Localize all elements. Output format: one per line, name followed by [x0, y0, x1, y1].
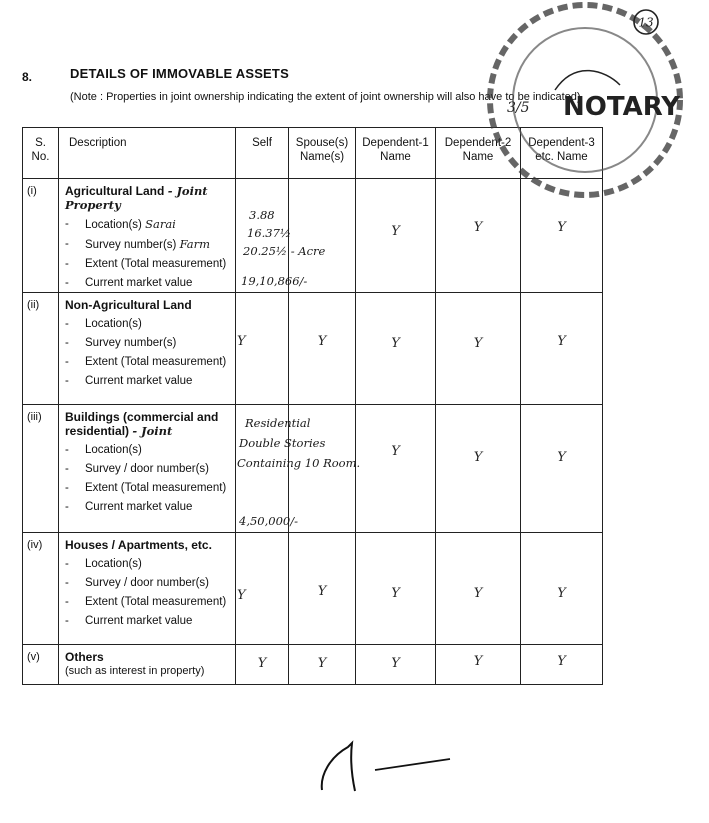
- row-description: [59, 645, 236, 685]
- category-label: Non-Agricultural Land: [65, 298, 192, 312]
- item-label: Location(s): [85, 219, 142, 231]
- self-building-type: Residential: [245, 416, 311, 430]
- dependent-2-cell: [436, 645, 521, 685]
- row-sno: (iii): [23, 405, 59, 533]
- mark: Y: [391, 444, 400, 459]
- self-market-value: 19,10,866/-: [241, 274, 308, 288]
- stamp-text: NOTARY: [563, 92, 681, 122]
- category-label: Houses / Apartments, etc.: [65, 538, 212, 552]
- self-survey-value: 16.37½: [247, 226, 292, 240]
- row-sno: (iv): [23, 533, 59, 645]
- header-dependent-2: Dependent-2 Name: [436, 128, 521, 179]
- self-cell: [236, 645, 289, 685]
- self-cell: [236, 405, 361, 533]
- mark: Y: [317, 584, 327, 599]
- mark: Y: [473, 654, 483, 669]
- spouse-cell: [289, 533, 356, 645]
- mark: Y: [473, 586, 483, 601]
- item-label: Survey number(s): [85, 239, 177, 251]
- dependent-2-cell: [436, 405, 521, 533]
- dependent-1-cell: [356, 645, 436, 685]
- category-annotation: - Joint Property: [65, 184, 208, 212]
- item-label: Location(s): [85, 444, 142, 456]
- row-sno: (i): [23, 179, 59, 293]
- table-row: [23, 405, 603, 533]
- self-location-value: 3.88: [249, 208, 275, 222]
- item-label: Extent (Total measurement): [85, 482, 227, 494]
- self-building-rooms: Containing 10 Room.: [237, 456, 361, 470]
- mark: Y: [557, 450, 566, 465]
- section-note: (Note : Properties in joint ownership indicating the extent of joint ownership will also have to be indicated): [70, 91, 581, 103]
- mark: Y: [391, 336, 400, 351]
- notary-stamp: [445, 0, 709, 215]
- self-cell: [236, 293, 289, 405]
- stamp-handwritten: 3/5: [507, 100, 530, 116]
- item-label: Location(s): [85, 558, 142, 570]
- category-label: Buildings (commercial and residential): [65, 410, 219, 438]
- item-label: Current market value: [85, 501, 193, 513]
- header-sno: S. No.: [23, 128, 59, 179]
- mark: Y: [473, 220, 483, 235]
- mark: Y: [391, 586, 400, 601]
- spouse-cell: [289, 293, 356, 405]
- self-building-stories: Double Stories: [239, 436, 326, 450]
- section-number: 8.: [22, 70, 33, 84]
- spouse-cell: [289, 645, 356, 685]
- dependent-3-cell: [521, 533, 603, 645]
- item-label: Extent (Total measurement): [85, 258, 227, 270]
- item-label: Extent (Total measurement): [85, 356, 227, 368]
- dependent-1-cell: [356, 533, 436, 645]
- dependent-1-cell: [356, 179, 436, 293]
- mark: Y: [557, 334, 566, 349]
- header-self: Self: [236, 128, 289, 179]
- category-annotation: - Joint: [132, 424, 173, 438]
- mark: Y: [317, 334, 327, 349]
- self-market-value: 4,50,000/-: [239, 514, 298, 528]
- mark: Y: [473, 450, 483, 465]
- category-label: Agricultural Land: [65, 184, 165, 198]
- self-cell: [236, 179, 326, 293]
- header-description: Description: [59, 128, 236, 179]
- table-row: [23, 293, 603, 405]
- row-description: Non-Agricultural Land - Location(s) - Survey number(s) - Extent (Total measurement) - Current market value: [59, 293, 236, 405]
- category-label: Others: [65, 650, 104, 664]
- item-label: Current market value: [85, 615, 193, 627]
- mark: Y: [257, 656, 267, 671]
- dependent-1-cell: [356, 293, 436, 405]
- table-row: [23, 645, 603, 685]
- mark: Y: [237, 334, 246, 349]
- mark: Y: [317, 656, 327, 671]
- mark: Y: [557, 586, 566, 601]
- page-marker-number: 13: [638, 15, 654, 30]
- dependent-2-cell: [436, 533, 521, 645]
- row-sno: (v): [23, 645, 59, 685]
- row-description: Houses / Apartments, etc. - Location(s) - Survey / door number(s) - Extent (Total measurement) - Current market value: [59, 533, 236, 645]
- self-extent-value: 20.25½ - Acre: [243, 244, 326, 258]
- mark: Y: [391, 656, 400, 671]
- item-label: Survey / door number(s): [85, 577, 209, 589]
- item-label: Location(s): [85, 318, 142, 330]
- dependent-3-cell: [521, 293, 603, 405]
- mark: Y: [473, 336, 483, 351]
- header-dependent-1: Dependent-1 Name: [356, 128, 436, 179]
- item-label: Current market value: [85, 375, 193, 387]
- category-subtitle: (such as interest in property): [65, 665, 205, 677]
- row-sno: (ii): [23, 293, 59, 405]
- section-title: DETAILS OF IMMOVABLE ASSETS: [70, 66, 289, 81]
- dependent-2-cell: [436, 293, 521, 405]
- mark: Y: [237, 588, 246, 603]
- row-description: Agricultural Land - Joint Property - Location(s) Sarai - Survey number(s) Farm - Extent (Total measurement) - Current market value: [59, 179, 236, 293]
- dependent-1-cell: [356, 405, 436, 533]
- header-spouse: Spouse(s) Name(s): [289, 128, 356, 179]
- handwritten-survey: Farm: [179, 237, 211, 251]
- signature: [300, 735, 460, 795]
- mark: Y: [391, 224, 400, 239]
- handwritten-location: Sarai: [145, 217, 176, 231]
- mark: Y: [557, 654, 566, 669]
- table-row: [23, 533, 603, 645]
- item-label: Extent (Total measurement): [85, 596, 227, 608]
- mark: Y: [557, 220, 566, 235]
- row-description: Buildings (commercial and residential) - Joint - Location(s) - Survey / door number(s) - Extent (Total measurement) - Current market value: [59, 405, 236, 533]
- self-cell: [236, 533, 289, 645]
- header-dependent-3: Dependent-3 etc. Name: [521, 128, 603, 179]
- item-label: Survey number(s): [85, 337, 177, 349]
- item-label: Survey / door number(s): [85, 463, 209, 475]
- dependent-3-cell: [521, 405, 603, 533]
- page-marker: [632, 8, 660, 36]
- dependent-3-cell: [521, 645, 603, 685]
- item-label: Current market value: [85, 277, 193, 289]
